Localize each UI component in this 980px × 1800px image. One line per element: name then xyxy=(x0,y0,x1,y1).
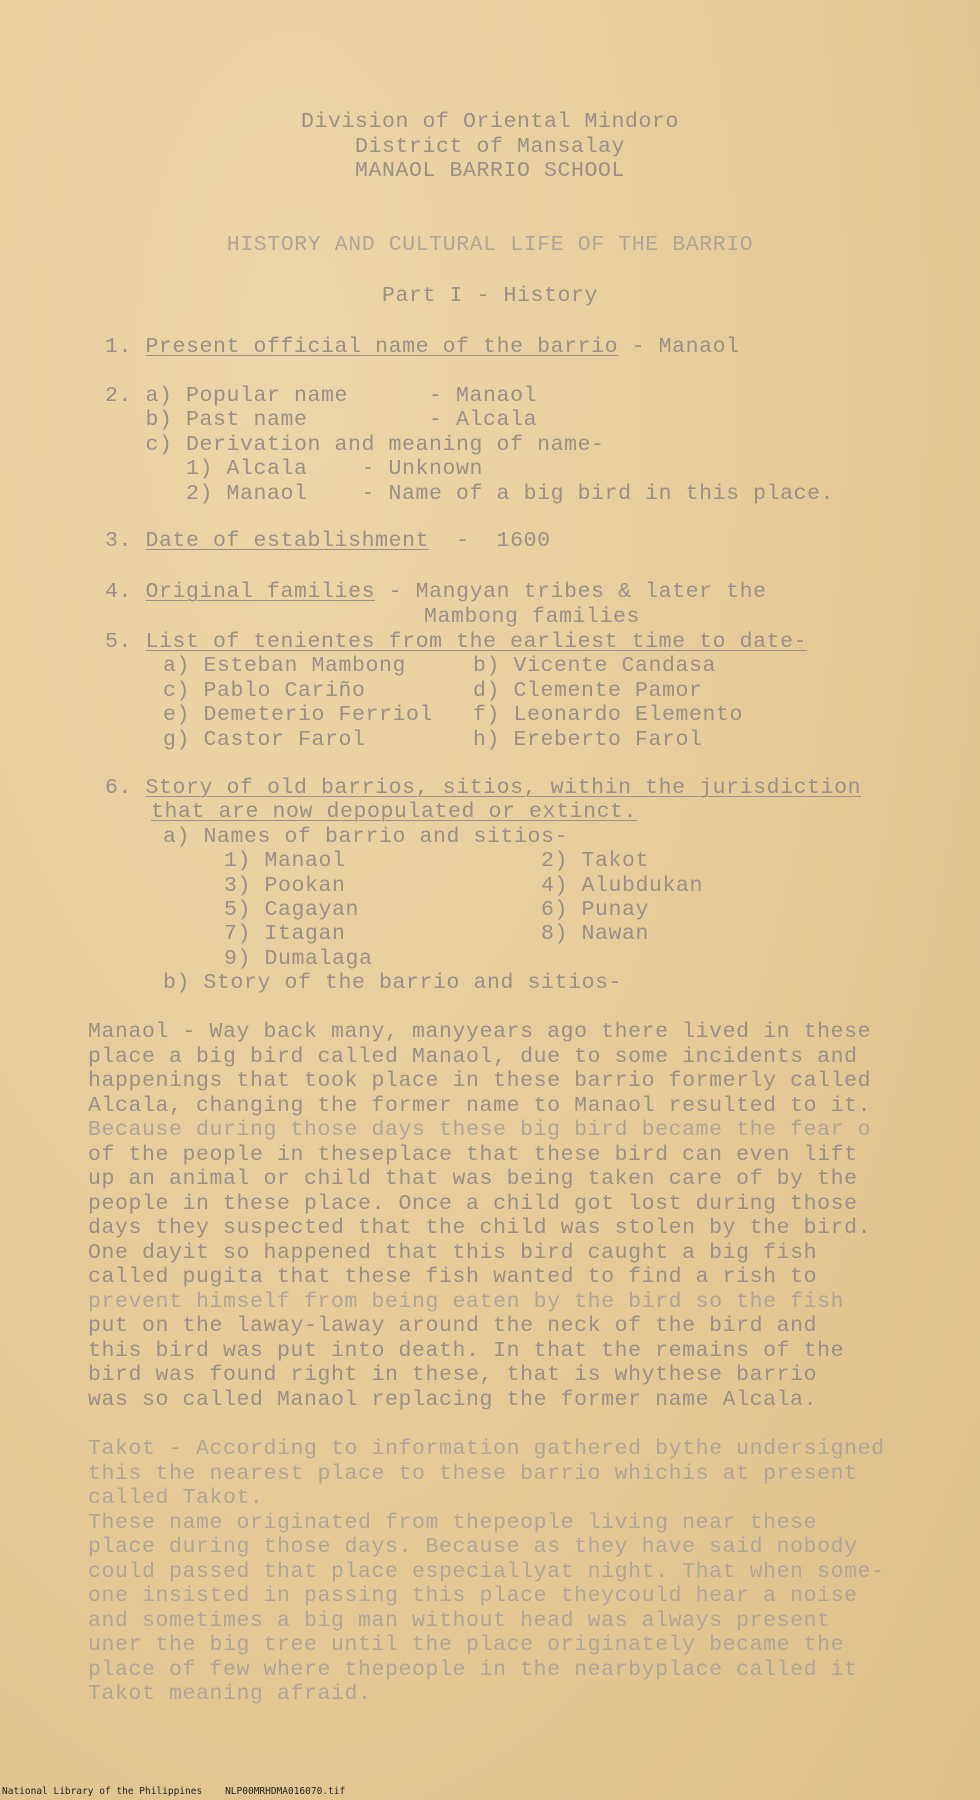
story-takot-line: Takot meaning afraid. xyxy=(88,1682,372,1706)
item-4-continuation: Mambong families xyxy=(424,605,641,629)
item-4-value: - Mangyan tribes & later the xyxy=(375,580,767,604)
story-takot-line: this the nearest place to these barrio whichis at present xyxy=(88,1462,858,1486)
footer-library: National Library of the Philippines xyxy=(2,1786,203,1797)
item-6-label: Story of old barrios, sitios, within the jurisdiction xyxy=(145,776,862,800)
story-manaol-line: prevent himself from being eaten by the bird so the fish xyxy=(88,1290,845,1314)
story-manaol-line: called pugita that these fish wanted to find a rish to xyxy=(88,1265,818,1289)
item-3-value: - 1600 xyxy=(429,529,551,553)
item-5-number: 5. xyxy=(105,630,133,654)
story-manaol-line: Because during those days these big bird became the fear o xyxy=(88,1118,872,1142)
sitio-3: 3) Pookan xyxy=(224,874,346,898)
item-5-label: List of tenientes from the earliest time to date- xyxy=(145,630,808,654)
story-manaol-line: days they suspected that the child was stolen by the bird. xyxy=(88,1216,872,1240)
item-1-label: Present official name of the barrio xyxy=(145,335,619,359)
story-takot-line: could passed that place especiallyat night. That when some- xyxy=(88,1560,885,1584)
story-manaol-line: happenings that took place in these barrio formerly called xyxy=(88,1069,872,1093)
teniente-d: d) Clemente Pamor xyxy=(473,679,703,703)
item-6-number: 6. xyxy=(105,776,133,800)
teniente-c: c) Pablo Cariño xyxy=(163,679,366,703)
item-6 xyxy=(105,776,861,800)
story-takot-line: uner the big tree until the place originately became the xyxy=(88,1633,845,1657)
teniente-a: a) Esteban Mambong xyxy=(163,654,407,678)
sitio-8: 8) Nawan xyxy=(541,922,650,946)
sitio-4: 4) Alubdukan xyxy=(541,874,704,898)
item-1-value: - Manaol xyxy=(618,335,740,359)
item-3-label: Date of establishment xyxy=(145,529,430,553)
part-heading: Part I - History xyxy=(381,284,599,308)
item-1 xyxy=(105,335,740,359)
story-manaol-line: this bird was put into death. In that the remains of the xyxy=(88,1339,845,1363)
sitio-5: 5) Cagayan xyxy=(224,898,360,922)
item-3-number: 3. xyxy=(105,529,133,553)
story-takot-line: place of few where thepeople in the nearbyplace called it xyxy=(88,1658,858,1682)
teniente-f: f) Leonardo Elemento xyxy=(473,703,744,727)
story-takot-line: and sometimes a big man without head was always present xyxy=(88,1609,831,1633)
item-1-number: 1. xyxy=(105,335,133,359)
item-6b: b) Story of the barrio and sitios- xyxy=(163,971,623,995)
division-line: Division of Oriental Mindoro xyxy=(300,110,680,134)
sitio-1: 1) Manaol xyxy=(224,849,346,873)
teniente-h: h) Ereberto Farol xyxy=(473,728,703,752)
sitio-2: 2) Takot xyxy=(541,849,650,873)
item-4-label: Original families xyxy=(145,580,376,604)
item-6-label-line-2: that are now depopulated or extinct. xyxy=(151,800,638,824)
story-takot-line: Takot - According to information gathered bythe undersigned xyxy=(88,1437,885,1461)
sitio-9: 9) Dumalaga xyxy=(224,947,373,971)
story-manaol-line: bird was found right in these, that is whythese barrio xyxy=(88,1363,818,1387)
district-line: District of Mansalay xyxy=(354,135,626,159)
sitio-6: 6) Punay xyxy=(541,898,650,922)
footer-attribution xyxy=(2,1786,345,1797)
school-line: MANAOL BARRIO SCHOOL xyxy=(354,159,626,183)
item-4-number: 4. xyxy=(105,580,133,604)
story-takot-line: one insisted in passing this place theycould hear a noise xyxy=(88,1584,858,1608)
story-takot-line: These name originated from thepeople living near these xyxy=(88,1511,818,1535)
story-manaol-line: One dayit so happened that this bird caught a big fish xyxy=(88,1241,818,1265)
teniente-g: g) Castor Farol xyxy=(163,728,366,752)
item-5 xyxy=(105,630,807,654)
story-manaol-line: of the people in theseplace that these bird can even lift xyxy=(88,1143,858,1167)
item-2b: b) Past name - Alcala xyxy=(105,408,538,432)
item-6a: a) Names of barrio and sitios- xyxy=(163,825,569,849)
document-title: HISTORY AND CULTURAL LIFE OF THE BARRIO xyxy=(226,233,754,257)
item-2c-1: 1) Alcala - Unknown xyxy=(105,457,484,481)
item-2c-2: 2) Manaol - Name of a big bird in this place. xyxy=(105,482,835,506)
story-manaol-line: Manaol - Way back many, manyyears ago there lived in these xyxy=(88,1020,872,1044)
teniente-b: b) Vicente Candasa xyxy=(473,654,717,678)
footer-filename: NLP00MRHDMA016070.tif xyxy=(225,1786,346,1797)
story-manaol-line: place a big bird called Manaol, due to some incidents and xyxy=(88,1045,858,1069)
story-manaol-line: was so called Manaol replacing the former name Alcala. xyxy=(88,1388,818,1412)
story-manaol-line: put on the laway-laway around the neck of the bird and xyxy=(88,1314,818,1338)
story-manaol-line: up an animal or child that was being taken care of by the xyxy=(88,1167,858,1191)
item-3 xyxy=(105,529,551,553)
item-2a: 2. a) Popular name - Manaol xyxy=(105,384,538,408)
item-2c: c) Derivation and meaning of name- xyxy=(105,433,605,457)
story-takot-line: called Takot. xyxy=(88,1486,264,1510)
sitio-7: 7) Itagan xyxy=(224,922,346,946)
item-4 xyxy=(105,580,767,604)
story-manaol-line: people in these place. Once a child got lost during those xyxy=(88,1192,858,1216)
story-takot-line: place during those days. Because as they have said nobody xyxy=(88,1535,858,1559)
story-manaol-line: Alcala, changing the former name to Manaol resulted to it. xyxy=(88,1094,872,1118)
teniente-e: e) Demeterio Ferriol xyxy=(163,703,434,727)
